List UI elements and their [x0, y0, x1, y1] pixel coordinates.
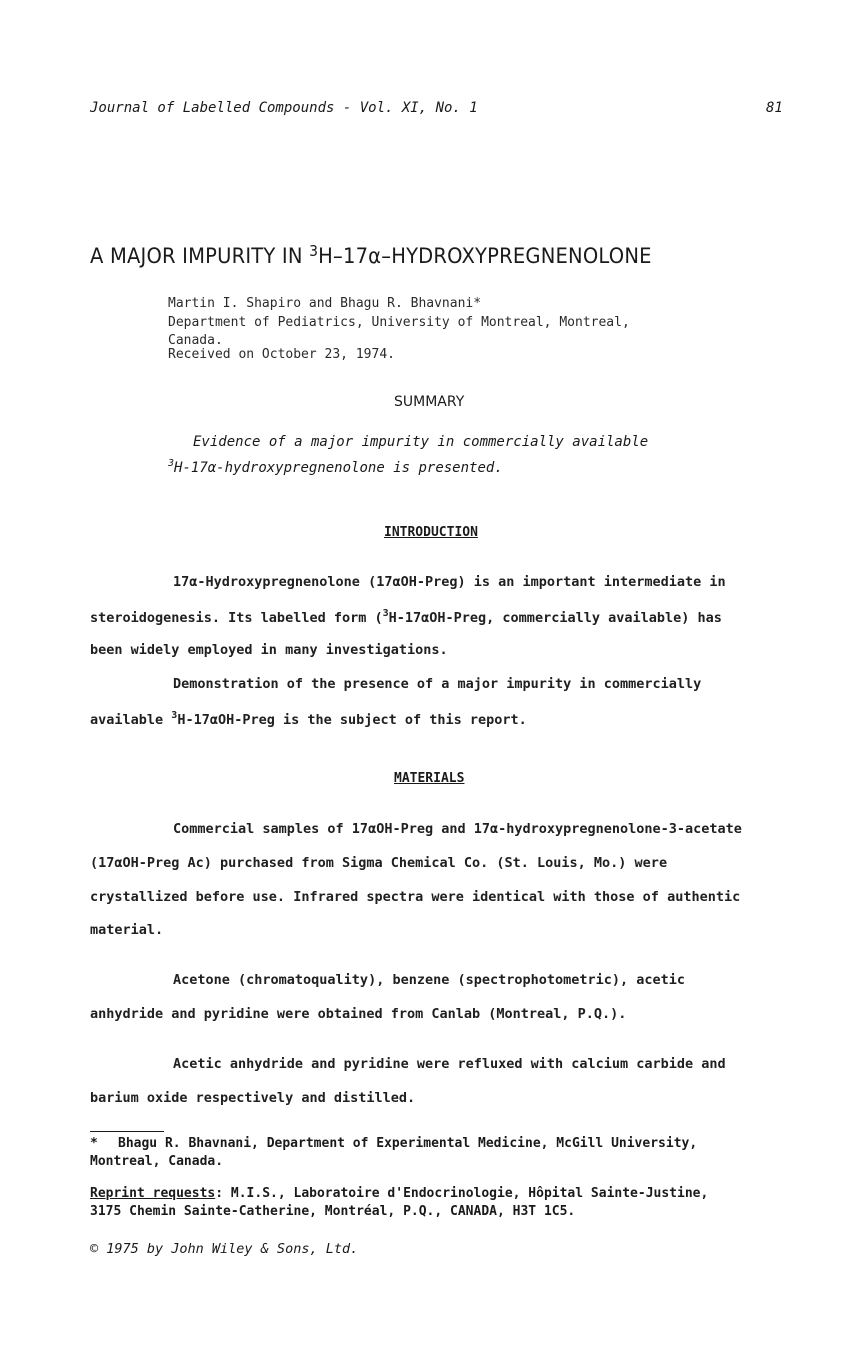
intro-p1-line-2 — [90, 608, 722, 626]
reprint-address-1: : M.I.S., Laboratoire d'Endocrinologie, Hôpital Sainte-Justine, — [215, 1186, 709, 1201]
footnote-star-mark: * — [90, 1136, 98, 1151]
materials-p1-line-1: Commercial samples of 17αOH-Preg and 17α-hydroxypregnenolone-3-acetate — [173, 821, 742, 837]
affiliation-line-1: Department of Pediatrics, University of Montreal, Montreal, — [168, 315, 630, 330]
summary-superscript: 3 — [168, 458, 175, 469]
footnote-star-line-2: Montreal, Canada. — [90, 1154, 224, 1169]
intro-p2-line-1: Demonstration of the presence of a major impurity in commercially — [173, 676, 702, 692]
footnote-rule — [90, 1131, 164, 1132]
intro-p1-line-1: 17α-Hydroxypregnenolone (17αOH-Preg) is an important intermediate in — [173, 574, 726, 590]
article-title — [90, 242, 652, 268]
materials-p1-line-2: (17αOH-Preg Ac) purchased from Sigma Chemical Co. (St. Louis, Mo.) were — [90, 855, 668, 871]
summary-line-1: Evidence of a major impurity in commercially available — [193, 434, 649, 450]
intro-p2-line-2a: available — [90, 712, 172, 728]
materials-p2-line-2: anhydride and pyridine were obtained from Canlab (Montreal, P.Q.). — [90, 1006, 627, 1022]
materials-p1-line-4: material. — [90, 922, 164, 938]
copyright-notice: © 1975 by John Wiley & Sons, Ltd. — [90, 1241, 359, 1257]
title-superscript: 3 — [309, 242, 319, 260]
affiliation-line-2: Canada. — [168, 333, 223, 348]
summary-line-2-text: H-17α-hydroxypregnenolone is presented. — [174, 460, 503, 476]
introduction-heading: INTRODUCTION — [384, 525, 478, 540]
intro-p2-line-2 — [90, 710, 527, 728]
page-number: 81 — [766, 100, 783, 116]
intro-p2-line-2b: H-17αOH-Preg is the subject of this report. — [177, 712, 527, 728]
materials-p1-line-3: crystallized before use. Infrared spectra were identical with those of authentic — [90, 889, 741, 905]
reprint-line-2: 3175 Chemin Sainte-Catherine, Montréal, P.Q., CANADA, H3T 1C5. — [90, 1204, 576, 1219]
materials-p3-line-2: barium oxide respectively and distilled. — [90, 1090, 416, 1106]
reprint-line-1 — [90, 1186, 708, 1201]
intro-superscript-1: 3 — [382, 608, 389, 619]
title-prefix: A MAJOR IMPURITY IN — [90, 244, 310, 268]
author-names: Martin I. Shapiro and Bhagu R. Bhavnani* — [168, 296, 482, 311]
materials-heading: MATERIALS — [394, 771, 465, 786]
reprint-label: Reprint requests — [90, 1186, 216, 1201]
intro-p1-line-2b: H-17αOH-Preg, commercially available) has — [388, 610, 722, 626]
summary-line-2 — [168, 458, 503, 476]
intro-superscript-2: 3 — [171, 710, 178, 721]
intro-p1-line-3: been widely employed in many investigations. — [90, 642, 448, 658]
summary-heading: SUMMARY — [394, 394, 465, 410]
materials-p2-line-1: Acetone (chromatoquality), benzene (spectrophotometric), acetic — [173, 972, 686, 988]
received-date: Received on October 23, 1974. — [168, 347, 395, 362]
title-suffix: H–17α–HYDROXYPREGNENOLONE — [318, 244, 652, 268]
footnote-star-line-1: Bhagu R. Bhavnani, Department of Experimental Medicine, McGill University, — [118, 1136, 698, 1151]
journal-running-head: Journal of Labelled Compounds - Vol. XI, No. 1 — [90, 100, 478, 116]
intro-p1-line-2a: steroidogenesis. Its labelled form ( — [90, 610, 383, 626]
materials-p3-line-1: Acetic anhydride and pyridine were refluxed with calcium carbide and — [173, 1056, 726, 1072]
